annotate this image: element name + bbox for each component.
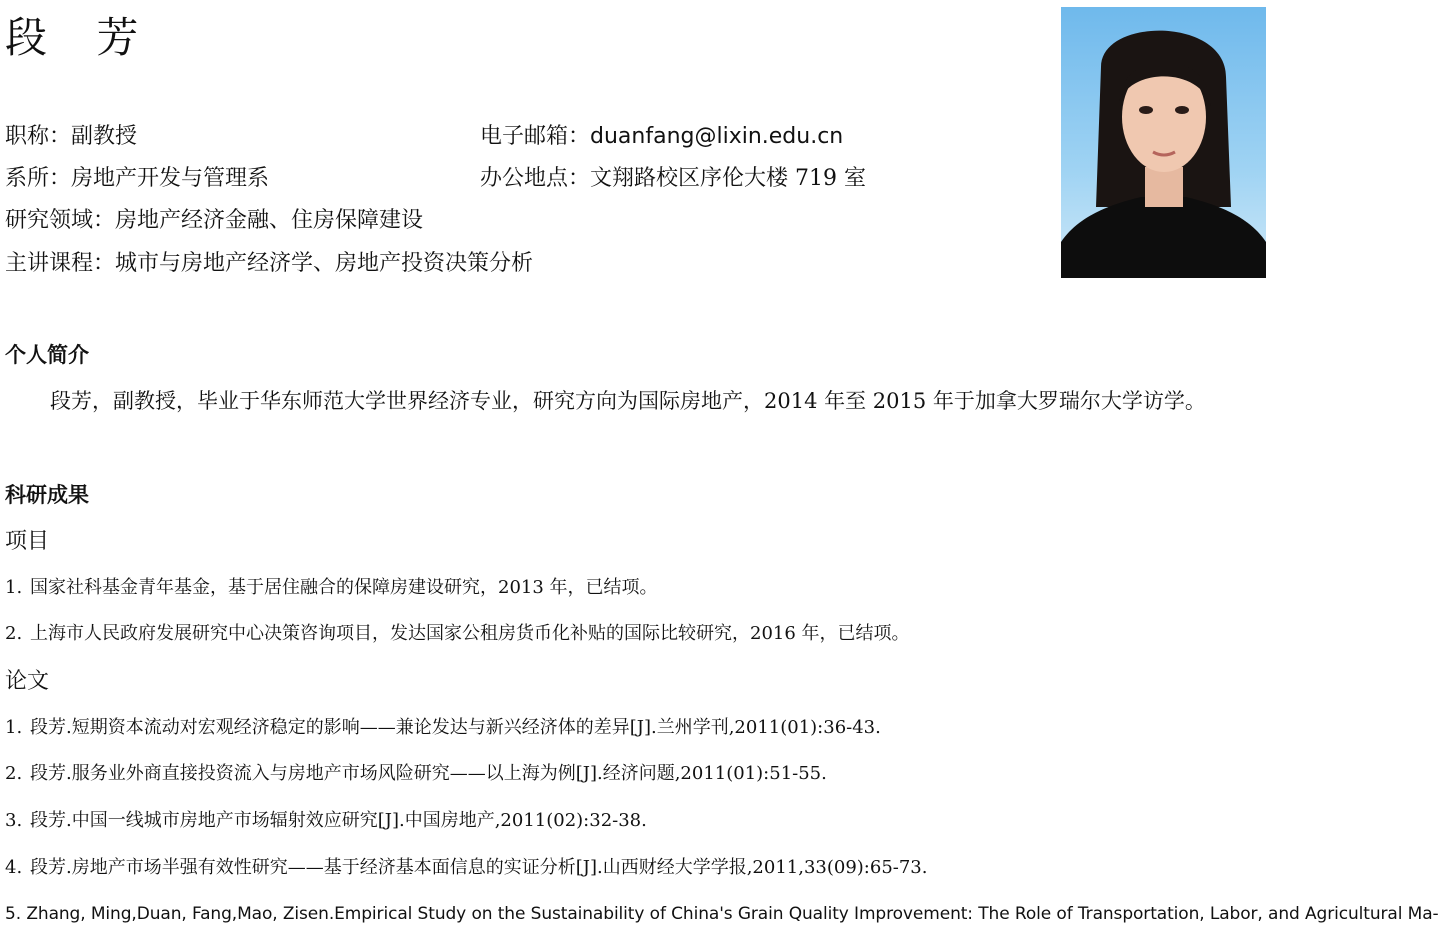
item-text: 国家社科基金青年基金，基于居住融合的保障房建设研究，2013 年，已结项。	[30, 577, 658, 598]
dept-label: 系所：	[5, 166, 72, 191]
project-item	[5, 574, 658, 602]
projects-heading: 项目	[5, 529, 50, 554]
profile-photo	[1061, 7, 1266, 278]
paper-item	[5, 854, 927, 882]
project-item	[5, 620, 910, 648]
intro-text: 段芳，副教授，毕业于华东师范大学世界经济专业，研究方向为国际房地产，2014 年至 2015 年于加拿大罗瑞尔大学访学。	[50, 389, 1206, 413]
item-text: 段芳.中国一线城市房地产市场辐射效应研究[J].中国房地产,2011(02):32-38.	[30, 810, 647, 831]
office-row	[480, 164, 866, 194]
item-number: 2.	[5, 623, 23, 644]
research-heading: 科研成果	[5, 483, 89, 507]
courses-label: 主讲课程：	[5, 251, 116, 276]
intro-heading: 个人简介	[5, 343, 89, 367]
courses-value: 城市与房地产经济学、房地产投资决策分析	[115, 251, 534, 276]
courses-row	[5, 249, 533, 279]
research-row	[5, 206, 423, 236]
paper-item	[5, 900, 1439, 928]
item-text: 上海市人民政府发展研究中心决策咨询项目，发达国家公租房货币化补贴的国际比较研究，2016 年，已结项。	[30, 623, 910, 644]
research-label: 研究领域：	[5, 208, 116, 233]
item-number: 1.	[5, 577, 23, 598]
item-text: 段芳.房地产市场半强有效性研究——基于经济基本面信息的实证分析[J].山西财经大学学报,2011,33(09):65-73.	[30, 857, 928, 878]
dept-value: 房地产开发与管理系	[71, 166, 270, 191]
portrait-image	[1061, 7, 1266, 278]
dept-row	[5, 164, 269, 194]
item-number: 4.	[5, 857, 23, 878]
item-text: 段芳.短期资本流动对宏观经济稳定的影响——兼论发达与新兴经济体的差异[J].兰州学刊,2011(01):36-43.	[30, 717, 881, 738]
title-label: 职称：	[5, 124, 72, 149]
office-value: 文翔路校区序伦大楼 719 室	[590, 166, 866, 191]
email-row	[480, 122, 843, 152]
title-value: 副教授	[71, 124, 138, 149]
paper-item	[5, 760, 827, 788]
item-number: 1.	[5, 717, 23, 738]
email-label: 电子邮箱：	[480, 124, 591, 149]
item-number: 3.	[5, 810, 23, 831]
title-row	[5, 122, 137, 152]
profile-name: 段 芳	[5, 13, 157, 62]
papers-heading: 论文	[5, 669, 50, 694]
item-number: 2.	[5, 763, 23, 784]
research-value: 房地产经济金融、住房保障建设	[115, 208, 424, 233]
office-label: 办公地点：	[480, 166, 591, 191]
paper-item	[5, 807, 647, 835]
item-text: 段芳.服务业外商直接投资流入与房地产市场风险研究——以上海为例[J].经济问题,2011(01):51-55.	[30, 763, 827, 784]
item-text: Zhang, Ming,Duan, Fang,Mao, Zisen.Empirical Study on the Sustainability of China's Grain Quality Improvement: The Role of Transportation, Labor, and Agricultural Ma-	[26, 904, 1439, 924]
email-link[interactable]: duanfang@lixin.edu.cn	[590, 124, 844, 149]
paper-item	[5, 714, 881, 742]
item-number: 5.	[5, 904, 22, 924]
